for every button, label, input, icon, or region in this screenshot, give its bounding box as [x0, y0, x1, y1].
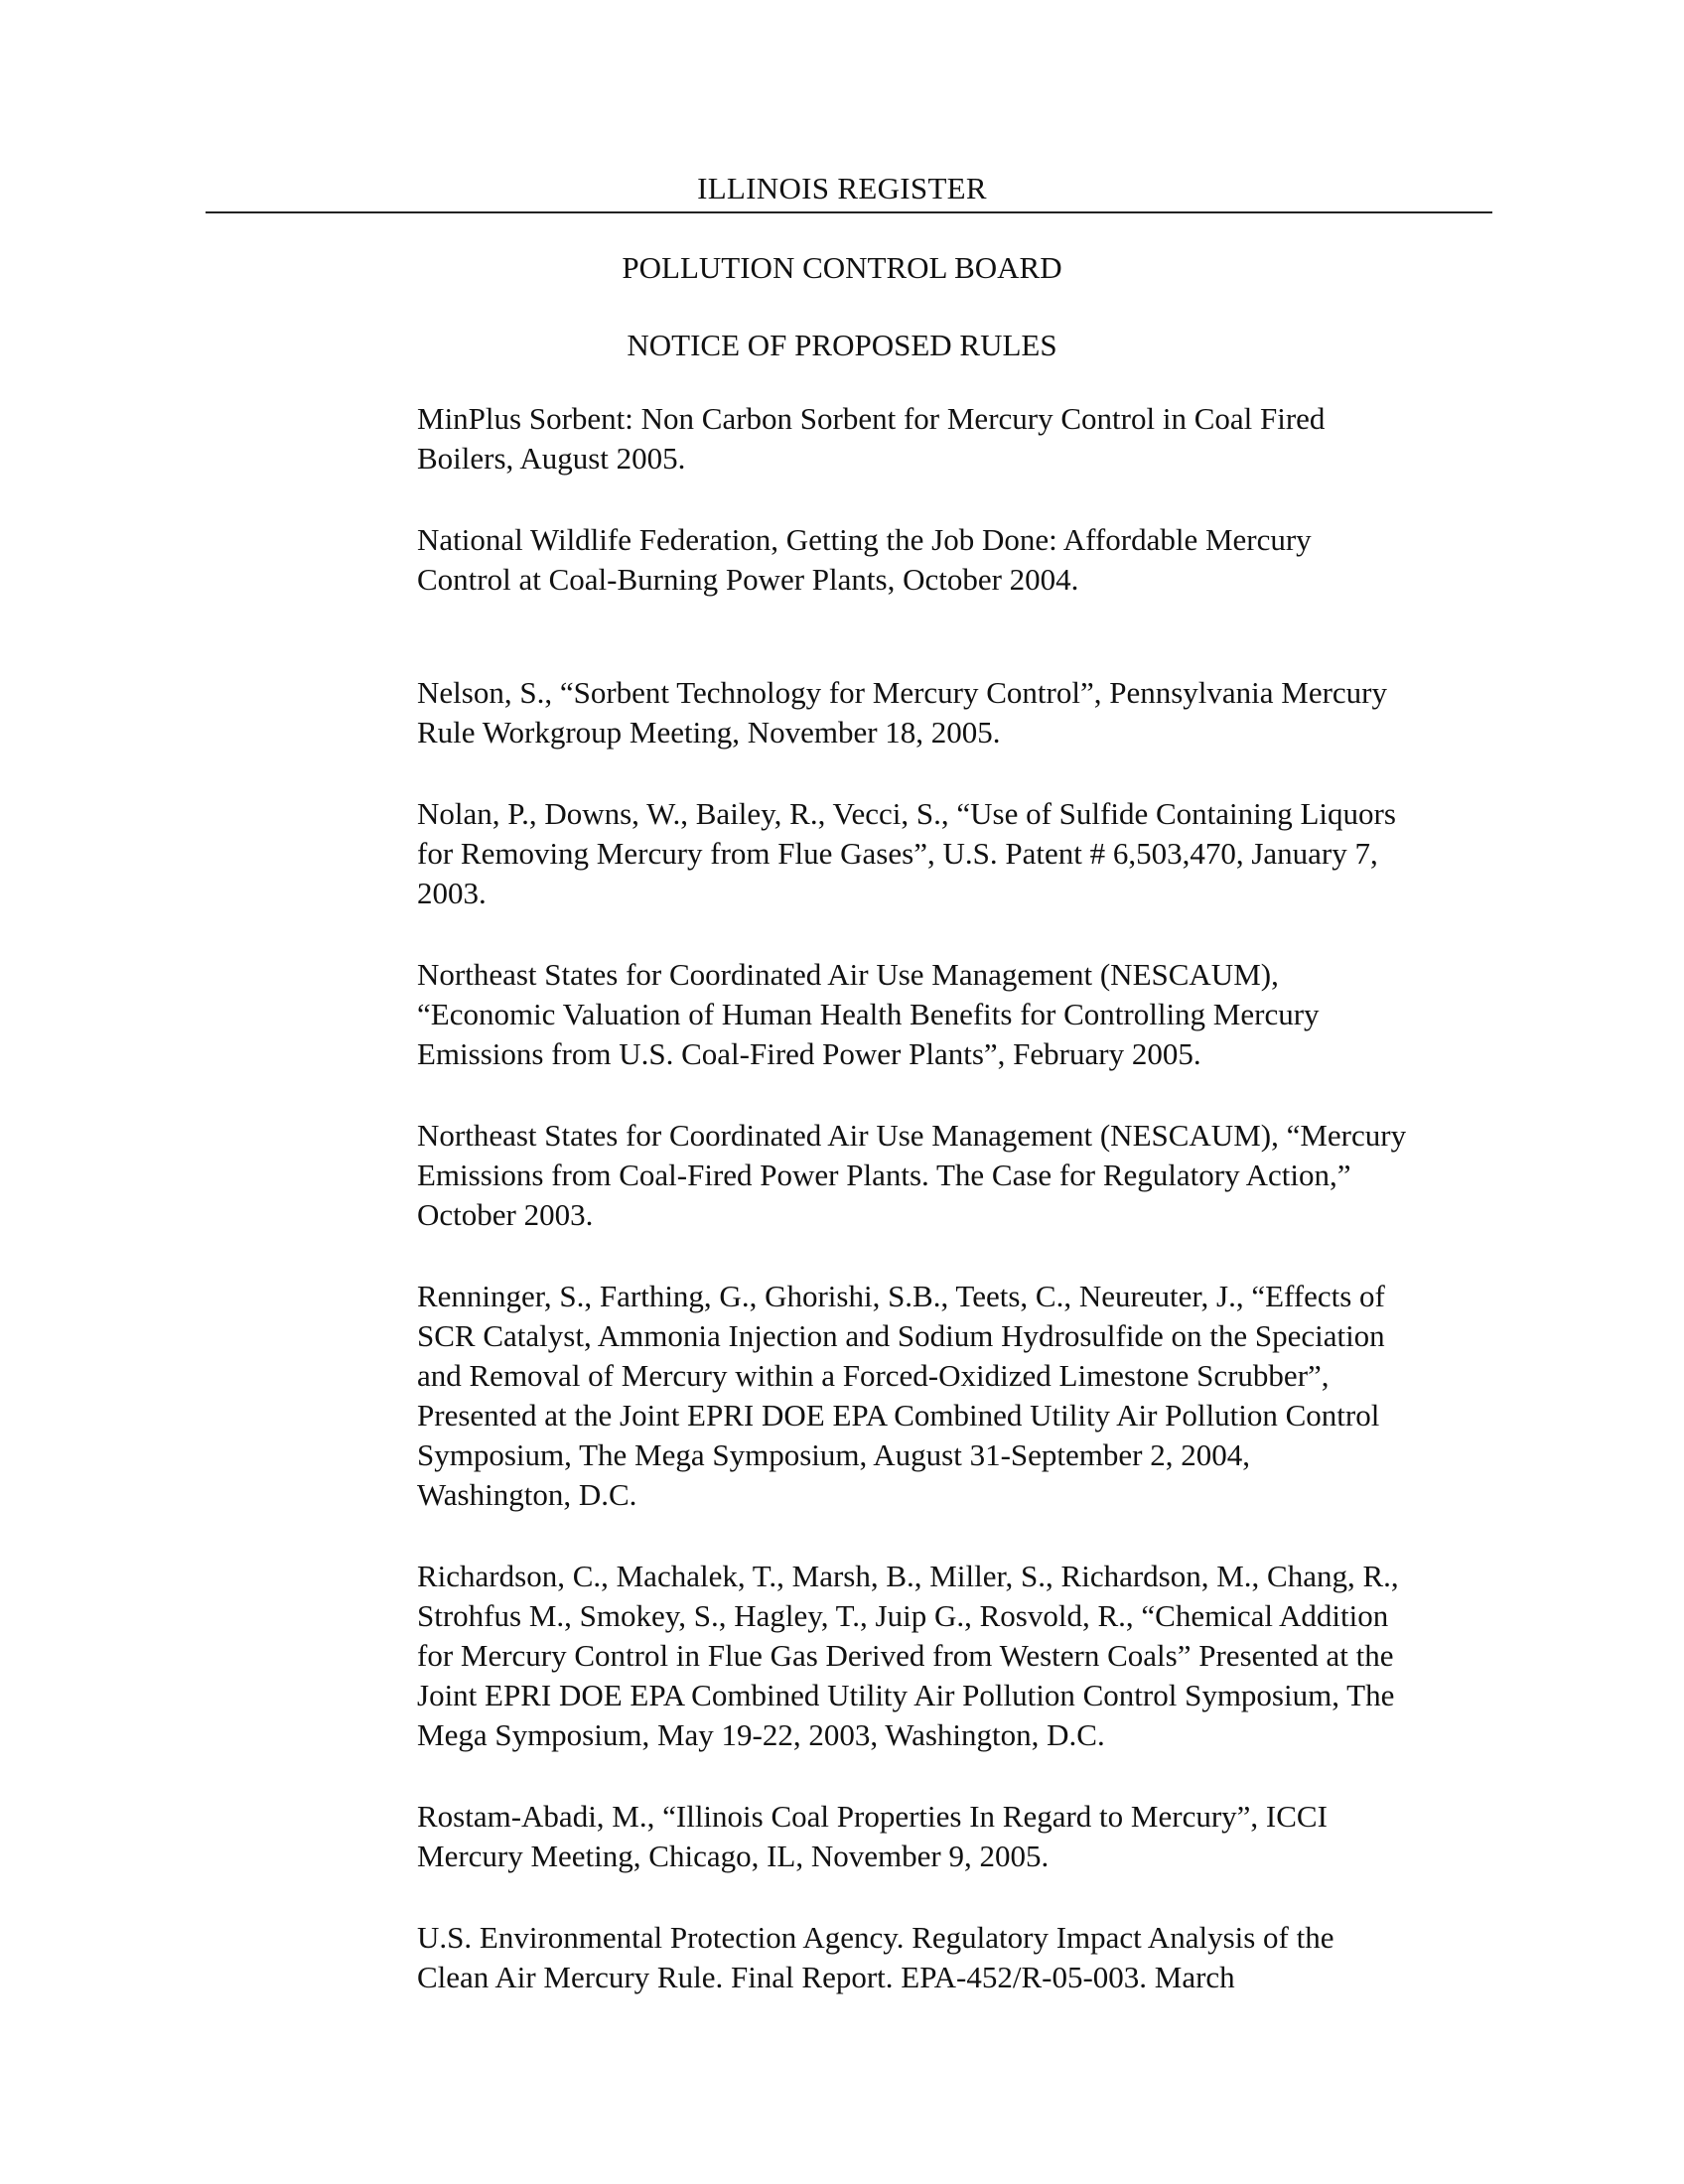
- header-rule: [206, 211, 1492, 213]
- register-header: ILLINOIS REGISTER: [697, 171, 987, 205]
- agency-title: POLLUTION CONTROL BOARD: [622, 250, 1062, 285]
- reference-entry: Northeast States for Coordinated Air Use Management (NESCAUM), “Economic Valuation of Human Health Benefits for Controlling Mercury Emissions from U.S. Coal-Fired Power Plants”, February 2005.: [417, 957, 1320, 1071]
- reference-entry: Northeast States for Coordinated Air Use Management (NESCAUM), “Mercury Emissions from Coal-Fired Power Plants. The Case for Regulatory Action,” October 2003.: [417, 1118, 1407, 1232]
- reference-entry: Renninger, S., Farthing, G., Ghorishi, S.B., Teets, C., Neureuter, J., “Effects of SCR Catalyst, Ammonia Injection and Sodium Hydrosulfide on the Speciation and Removal of Mercury within a Forced-Oxidized Limestone Scrubber”, Presented at the Joint EPRI DOE EPA Combined Utility Air Pollution Control Symposium, The Mega Symposium, August 31-September 2, 2004, Washington, D.C.: [417, 1279, 1385, 1512]
- reference-entry: Nolan, P., Downs, W., Bailey, R., Vecci, S., “Use of Sulfide Containing Liquors for Removing Mercury from Flue Gases”, U.S. Patent # 6,503,470, January 7, 2003.: [417, 796, 1396, 910]
- notice-title: NOTICE OF PROPOSED RULES: [627, 328, 1057, 362]
- reference-entry: U.S. Environmental Protection Agency. Regulatory Impact Analysis of the Clean Air Mercury Rule. Final Report. EPA-452/R-05-003. March: [417, 1920, 1334, 1994]
- reference-entry: Nelson, S., “Sorbent Technology for Mercury Control”, Pennsylvania Mercury Rule Workgroup Meeting, November 18, 2005.: [417, 675, 1387, 750]
- reference-list: [417, 399, 1410, 1997]
- reference-entry: MinPlus Sorbent: Non Carbon Sorbent for Mercury Control in Coal Fired Boilers, August 2005.: [417, 401, 1326, 476]
- reference-entry: Richardson, C., Machalek, T., Marsh, B., Miller, S., Richardson, M., Chang, R., Strohfus M., Smokey, S., Hagley, T., Juip G., Rosvold, R., “Chemical Addition for Mercury Control in Flue Gas Derived from Western Coals” Presented at the Joint EPRI DOE EPA Combined Utility Air Pollution Control Symposium, The Mega Symposium, May 19-22, 2003, Washington, D.C.: [417, 1559, 1399, 1752]
- reference-entry: National Wildlife Federation, Getting the Job Done: Affordable Mercury Control at Coal-Burning Power Plants, October 2004.: [417, 522, 1312, 597]
- reference-entry: Rostam-Abadi, M., “Illinois Coal Properties In Regard to Mercury”, ICCI Mercury Meeting, Chicago, IL, November 9, 2005.: [417, 1799, 1328, 1873]
